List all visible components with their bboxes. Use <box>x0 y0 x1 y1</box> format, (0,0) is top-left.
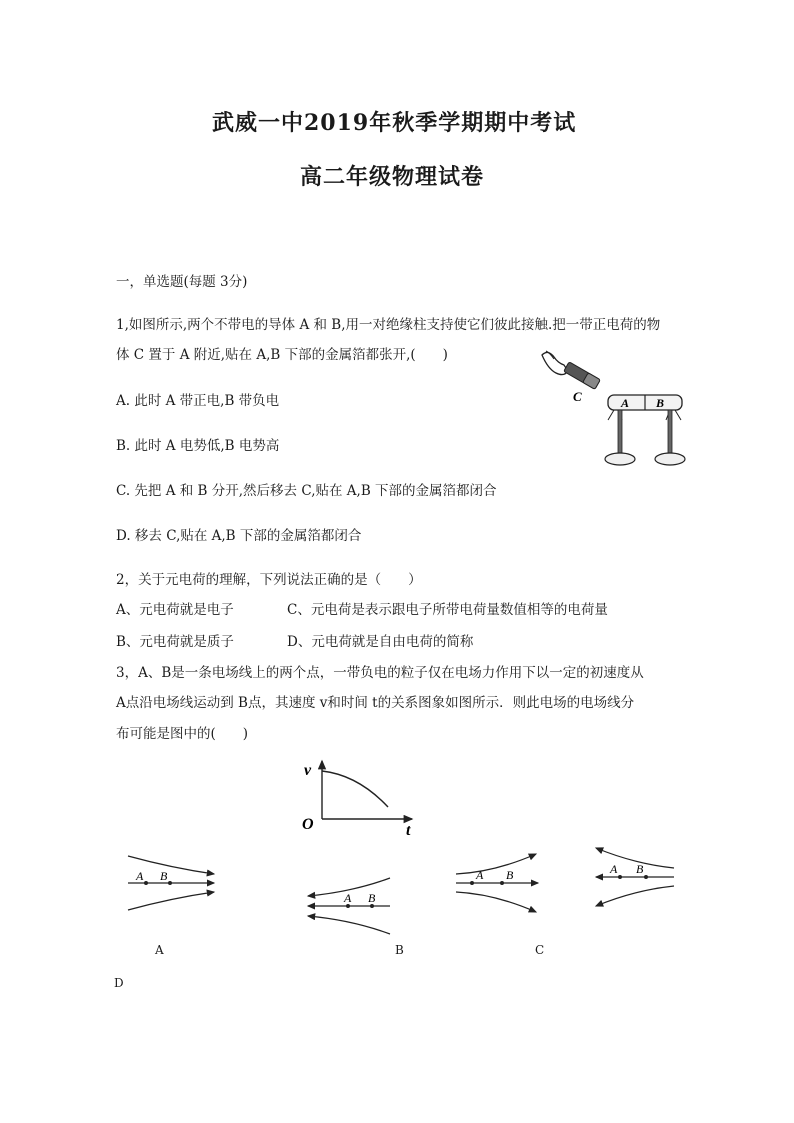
axis-t-label: t <box>406 822 411 839</box>
point-a-label: A <box>344 891 352 905</box>
field-option-d <box>590 842 680 912</box>
q1-figure <box>530 345 700 475</box>
exam-title: 武威一中2019年秋季学期期中考试 <box>212 110 577 136</box>
point-b-label: B <box>160 869 168 883</box>
q1-option-c: C. 先把 A 和 B 分开,然后移去 C,贴在 A,B 下部的金属箔都闭合 <box>116 483 497 499</box>
label-c: C <box>573 389 582 404</box>
exam-subtitle: 高二年级物理试卷 <box>300 164 485 190</box>
origin-label: O <box>302 816 314 833</box>
q3-line1: 3，A、B是一条电场线上的两个点，一带负电的粒子仅在电场力作用下以一定的初速度从 <box>116 665 644 681</box>
charged-rod <box>564 362 601 390</box>
field-option-a <box>122 846 222 916</box>
point-a-label: A <box>136 869 144 883</box>
velocity-curve <box>322 771 388 807</box>
q3-option-label-b: B <box>395 943 404 957</box>
field-option-c <box>450 848 545 918</box>
field-option-b <box>302 872 397 940</box>
q2-stem: 2，关于元电荷的理解，下列说法正确的是（ ） <box>116 572 422 588</box>
q3-option-label-c: C <box>535 943 545 957</box>
q1-stem-line2: 体 C 置于 A 附近,贴在 A,B 下部的金属箔都张开,( ) <box>116 347 448 363</box>
q2-option-b: B、元电荷就是质子 <box>116 634 234 650</box>
label-a: A <box>621 396 630 410</box>
q2-option-d: D、元电荷就是自由电荷的简称 <box>287 634 474 650</box>
label-b: B <box>656 396 665 410</box>
section-heading: 一，单选题(每题 3分) <box>116 274 248 290</box>
axis-v-label: v <box>304 762 312 779</box>
q2-option-a: A、元电荷就是电子 <box>116 602 234 618</box>
vt-graph <box>296 755 426 840</box>
point-b-label: B <box>636 862 644 876</box>
q3-line2: A点沿电场线运动到 B点，其速度 v和时间 t的关系图象如图所示．则此电场的电场线分 <box>116 695 635 711</box>
q3-option-label-d: D <box>114 976 124 990</box>
point-b-label: B <box>368 891 376 905</box>
point-b-label: B <box>506 868 514 882</box>
q3-line3: 布可能是图中的( ) <box>116 726 249 742</box>
point-a-label: A <box>610 862 618 876</box>
point-a-label: A <box>476 868 484 882</box>
q1-stem-line1: 1,如图所示,两个不带电的导体 A 和 B,用一对绝缘柱支持使它们彼此接触.把一带正电荷的物 <box>116 317 661 333</box>
q1-option-b: B. 此时 A 电势低,B 电势高 <box>116 438 280 454</box>
q3-option-label-a: A <box>155 943 164 957</box>
q1-option-d: D. 移去 C,贴在 A,B 下部的金属箔都闭合 <box>116 528 362 544</box>
q1-option-a: A. 此时 A 带正电,B 带负电 <box>116 393 280 409</box>
q2-option-c: C、元电荷是表示跟电子所带电荷量数值相等的电荷量 <box>287 602 608 618</box>
